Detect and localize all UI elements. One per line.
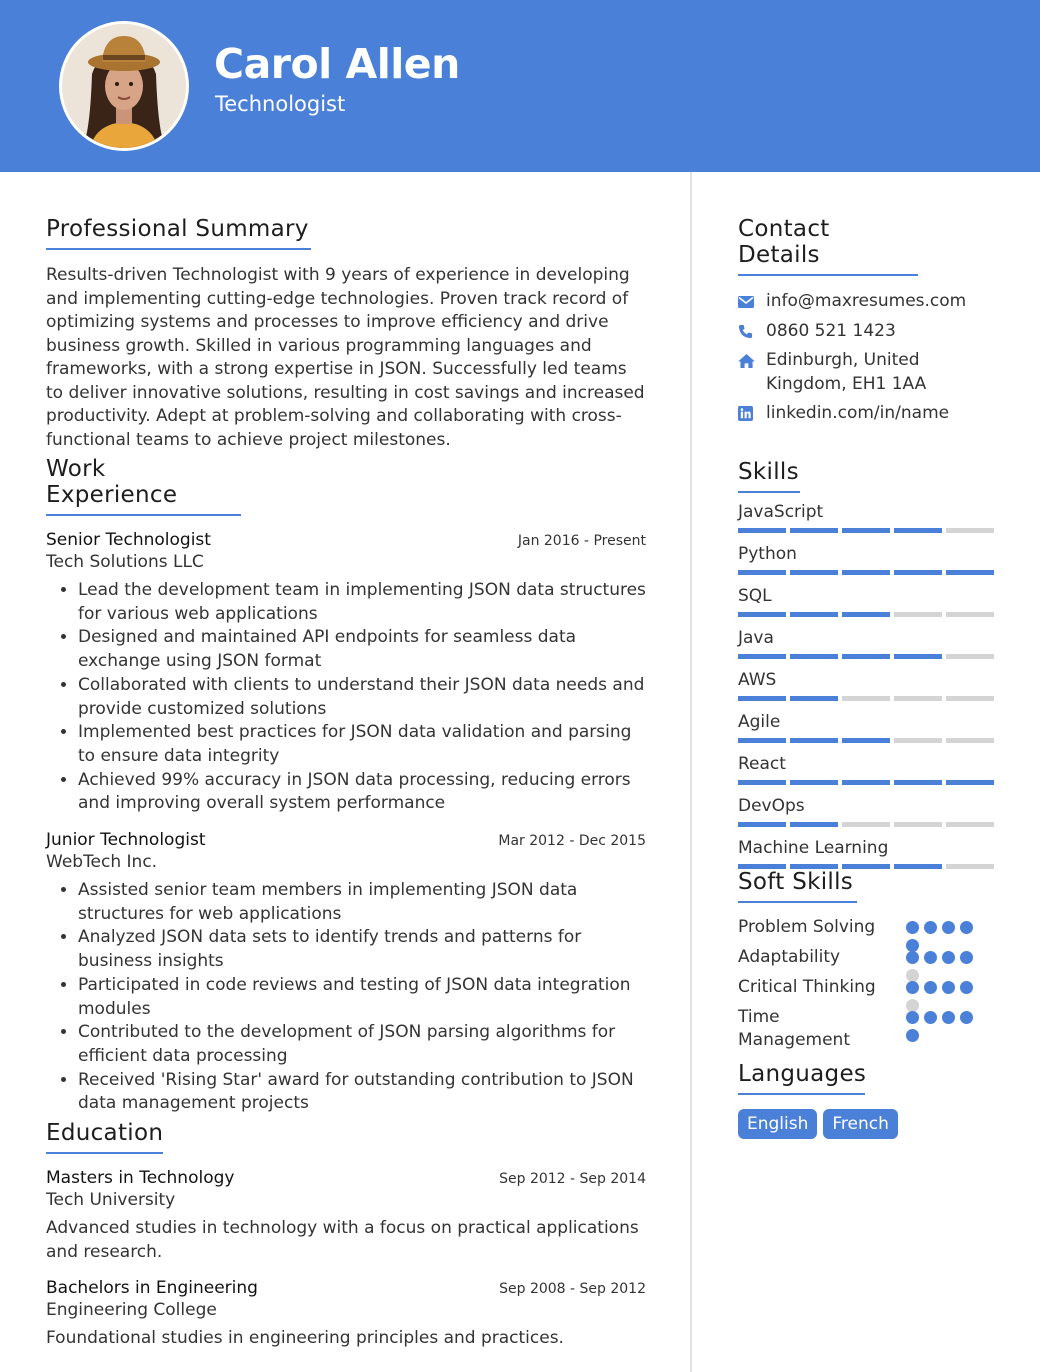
skill-level-segment bbox=[842, 696, 890, 701]
skill-level-segment bbox=[946, 528, 994, 533]
skill-level-segment bbox=[946, 822, 994, 827]
skill-level-segment bbox=[790, 654, 838, 659]
job-date: Jan 2016 - Present bbox=[517, 533, 646, 549]
education-section bbox=[46, 1120, 646, 1351]
list-item: • Designed and maintained API endpoints for seamless data exchange using JSON format bbox=[78, 626, 646, 673]
rating-dot bbox=[942, 921, 955, 934]
education-description: Advanced studies in technology with a focus on practical applications and research. bbox=[46, 1218, 639, 1262]
rating-dot bbox=[924, 1011, 937, 1024]
skill-level-bar bbox=[738, 822, 998, 827]
soft-skills-list bbox=[738, 916, 998, 1053]
languages-section bbox=[738, 1061, 998, 1139]
skill-level-segment bbox=[790, 612, 838, 617]
education-entry bbox=[46, 1278, 646, 1351]
skill-name: Python bbox=[738, 543, 797, 564]
skill-level-segment bbox=[894, 612, 942, 617]
skill-level-segment bbox=[842, 822, 890, 827]
summary-heading: Professional Summary bbox=[46, 216, 311, 250]
soft-skill-item bbox=[738, 946, 998, 970]
rating-dot bbox=[906, 921, 919, 934]
address-text: Edinburgh, United Kingdom, EH1 1AA bbox=[766, 350, 927, 394]
skill-level-segment bbox=[894, 654, 942, 659]
job-entry bbox=[46, 830, 646, 1116]
rating-dot bbox=[906, 951, 919, 964]
languages-heading: Languages bbox=[738, 1061, 865, 1095]
job-company: WebTech Inc. bbox=[46, 852, 158, 873]
phone-number: 0860 521 1423 bbox=[766, 320, 896, 341]
education-date: Sep 2012 - Sep 2014 bbox=[499, 1171, 646, 1188]
job-bullets bbox=[78, 879, 646, 1116]
soft-skill-item bbox=[738, 1006, 998, 1053]
skill-level-segment bbox=[842, 528, 890, 533]
skill-level-segment bbox=[894, 822, 942, 827]
skill-level-segment bbox=[894, 528, 942, 533]
skill-level-segment bbox=[894, 738, 942, 743]
contact-phone bbox=[738, 320, 998, 344]
summary-text: Results-driven Technologist with 9 years of experience in developing and implementing cutting-edge technologies. Proven track record of optimizing systems and processes to improve efficiency and drive business growth. Skilled in various programming languages and frameworks, with a strong expertise in JSON. Successfully led teams to deliver innovative solutions, resulting in cost savings and increased productivity. Adept at problem-solving and collaborating with cross-functional teams to achieve project milestones. bbox=[46, 265, 645, 450]
skill-level-segment bbox=[946, 696, 994, 701]
skill-level-segment bbox=[946, 654, 994, 659]
experience-section bbox=[46, 456, 646, 1116]
rating-dot bbox=[942, 981, 955, 994]
skill-level-segment bbox=[738, 528, 786, 533]
profile-photo-icon bbox=[62, 24, 186, 148]
list-item: • Assisted senior team members in implementing JSON data structures for web applications bbox=[78, 879, 646, 926]
candidate-name: Carol Allen bbox=[214, 40, 460, 88]
soft-skill-name: Critical Thinking bbox=[738, 976, 876, 997]
soft-skill-item bbox=[738, 976, 998, 1000]
rating-dot bbox=[960, 951, 973, 964]
linkedin-link[interactable]: linkedin.com/in/name bbox=[766, 403, 950, 423]
summary-section bbox=[46, 216, 646, 452]
skill-level-segment bbox=[894, 780, 942, 785]
skill-level-segment bbox=[738, 738, 786, 743]
email-link[interactable]: info@maxresumes.com bbox=[766, 291, 967, 311]
skill-item bbox=[738, 753, 998, 785]
job-company: Tech Solutions LLC bbox=[46, 552, 204, 572]
skill-name: AWS bbox=[738, 669, 777, 690]
skill-level-bar bbox=[738, 570, 998, 575]
rating-dot bbox=[924, 981, 937, 994]
skill-level-segment bbox=[946, 780, 994, 785]
skill-level-segment bbox=[946, 738, 994, 743]
skill-level-segment bbox=[842, 738, 890, 743]
skill-name: Agile bbox=[738, 711, 781, 732]
education-date: Sep 2008 - Sep 2012 bbox=[499, 1281, 646, 1298]
skill-level-segment bbox=[842, 780, 890, 785]
rating-dot bbox=[906, 1029, 919, 1042]
rating-dot bbox=[924, 951, 937, 964]
header-banner bbox=[0, 0, 1040, 172]
school-name: Tech University bbox=[46, 1190, 176, 1211]
home-icon bbox=[738, 349, 766, 372]
rating-dot bbox=[960, 1011, 973, 1024]
skill-name: DevOps bbox=[738, 795, 805, 816]
skill-level-segment bbox=[738, 612, 786, 617]
rating-dot bbox=[906, 981, 919, 994]
list-item: • Implemented best practices for JSON data validation and parsing to ensure data integrity bbox=[78, 721, 646, 768]
skill-item bbox=[738, 501, 998, 533]
soft-skills-section bbox=[738, 869, 998, 1053]
skill-level-segment bbox=[894, 696, 942, 701]
job-date: Mar 2012 - Dec 2015 bbox=[498, 833, 646, 850]
skill-name: React bbox=[738, 753, 786, 774]
skill-level-segment bbox=[842, 612, 890, 617]
main-column bbox=[46, 216, 646, 1351]
list-item: • Analyzed JSON data sets to identify trends and patterns for business insights bbox=[78, 926, 646, 973]
degree-title: Bachelors in Engineering bbox=[46, 1278, 258, 1299]
skills-heading: Skills bbox=[738, 459, 800, 493]
skill-level-segment bbox=[946, 570, 994, 575]
skill-item bbox=[738, 585, 998, 617]
degree-title: Masters in Technology bbox=[46, 1168, 235, 1189]
education-heading: Education bbox=[46, 1120, 163, 1154]
skill-level-segment bbox=[946, 864, 994, 869]
skill-level-segment bbox=[790, 738, 838, 743]
language-badge: French bbox=[823, 1109, 898, 1139]
phone-icon bbox=[738, 320, 766, 343]
skill-item bbox=[738, 627, 998, 659]
skill-level-bar bbox=[738, 696, 998, 701]
skill-level-bar bbox=[738, 780, 998, 785]
rating-dot bbox=[924, 921, 937, 934]
list-item: • Lead the development team in implementing JSON data structures for various web applications bbox=[78, 579, 646, 626]
skill-item bbox=[738, 795, 998, 827]
rating-dot bbox=[960, 921, 973, 934]
skill-item bbox=[738, 669, 998, 701]
soft-skill-name: Adaptability bbox=[738, 946, 841, 967]
envelope-icon bbox=[738, 290, 766, 313]
list-item: • Collaborated with clients to understand their JSON data needs and provide customized solutions bbox=[78, 674, 646, 721]
experience-heading: Work Experience bbox=[46, 456, 241, 516]
contact-linkedin bbox=[738, 402, 998, 426]
rating-dot bbox=[942, 951, 955, 964]
linkedin-icon bbox=[738, 402, 766, 425]
column-divider bbox=[690, 172, 692, 1372]
list-item: • Contributed to the development of JSON parsing algorithms for efficient data processing bbox=[78, 1021, 646, 1068]
language-badge: English bbox=[738, 1109, 817, 1139]
candidate-title: Technologist bbox=[215, 92, 346, 116]
side-column bbox=[738, 216, 998, 1139]
skill-level-segment bbox=[894, 570, 942, 575]
school-name: Engineering College bbox=[46, 1300, 217, 1321]
skill-level-segment bbox=[842, 570, 890, 575]
avatar bbox=[59, 21, 189, 151]
rating-dot bbox=[942, 1011, 955, 1024]
skills-list bbox=[738, 501, 998, 869]
job-bullets bbox=[78, 579, 646, 816]
contact-heading: Contact Details bbox=[738, 216, 918, 276]
job-entry bbox=[46, 530, 646, 816]
contact-address bbox=[738, 349, 998, 396]
skill-name: Java bbox=[738, 627, 774, 648]
skill-item bbox=[738, 711, 998, 743]
soft-skills-heading: Soft Skills bbox=[738, 869, 857, 903]
skill-level-segment bbox=[738, 654, 786, 659]
skill-level-segment bbox=[738, 570, 786, 575]
list-item: • Achieved 99% accuracy in JSON data processing, reducing errors and improving overall system performance bbox=[78, 769, 646, 816]
skills-section bbox=[738, 459, 998, 869]
soft-skill-name: Time Management bbox=[738, 1006, 850, 1050]
skill-level-segment bbox=[738, 780, 786, 785]
skill-level-bar bbox=[738, 612, 998, 617]
skill-name: JavaScript bbox=[738, 501, 824, 522]
contact-section bbox=[738, 216, 998, 426]
education-description: Foundational studies in engineering principles and practices. bbox=[46, 1328, 564, 1349]
skill-level-bar bbox=[738, 738, 998, 743]
skill-level-segment bbox=[738, 822, 786, 827]
skill-name: SQL bbox=[738, 585, 772, 606]
languages-list bbox=[738, 1109, 998, 1139]
rating-dot bbox=[960, 981, 973, 994]
skill-level-bar bbox=[738, 654, 998, 659]
skill-level-segment bbox=[790, 822, 838, 827]
job-title: Junior Technologist bbox=[46, 830, 206, 851]
education-entry bbox=[46, 1168, 646, 1264]
skill-level-segment bbox=[790, 528, 838, 533]
soft-skill-name: Problem Solving bbox=[738, 916, 876, 937]
skill-name: Machine Learning bbox=[738, 837, 889, 858]
skill-level-segment bbox=[894, 864, 942, 869]
skill-level-segment bbox=[790, 570, 838, 575]
list-item: • Participated in code reviews and testing of JSON data integration modules bbox=[78, 974, 646, 1021]
soft-skill-item bbox=[738, 916, 998, 940]
rating-dot bbox=[906, 1011, 919, 1024]
list-item: • Received 'Rising Star' award for outstanding contribution to JSON data management projects bbox=[78, 1069, 646, 1116]
skill-level-bar bbox=[738, 528, 998, 533]
skill-item bbox=[738, 837, 998, 869]
contact-email bbox=[738, 290, 998, 314]
skill-level-segment bbox=[842, 654, 890, 659]
job-title: Senior Technologist bbox=[46, 530, 211, 550]
skill-level-segment bbox=[738, 696, 786, 701]
skill-level-segment bbox=[790, 696, 838, 701]
skill-level-segment bbox=[946, 612, 994, 617]
skill-item bbox=[738, 543, 998, 575]
skill-level-segment bbox=[790, 780, 838, 785]
